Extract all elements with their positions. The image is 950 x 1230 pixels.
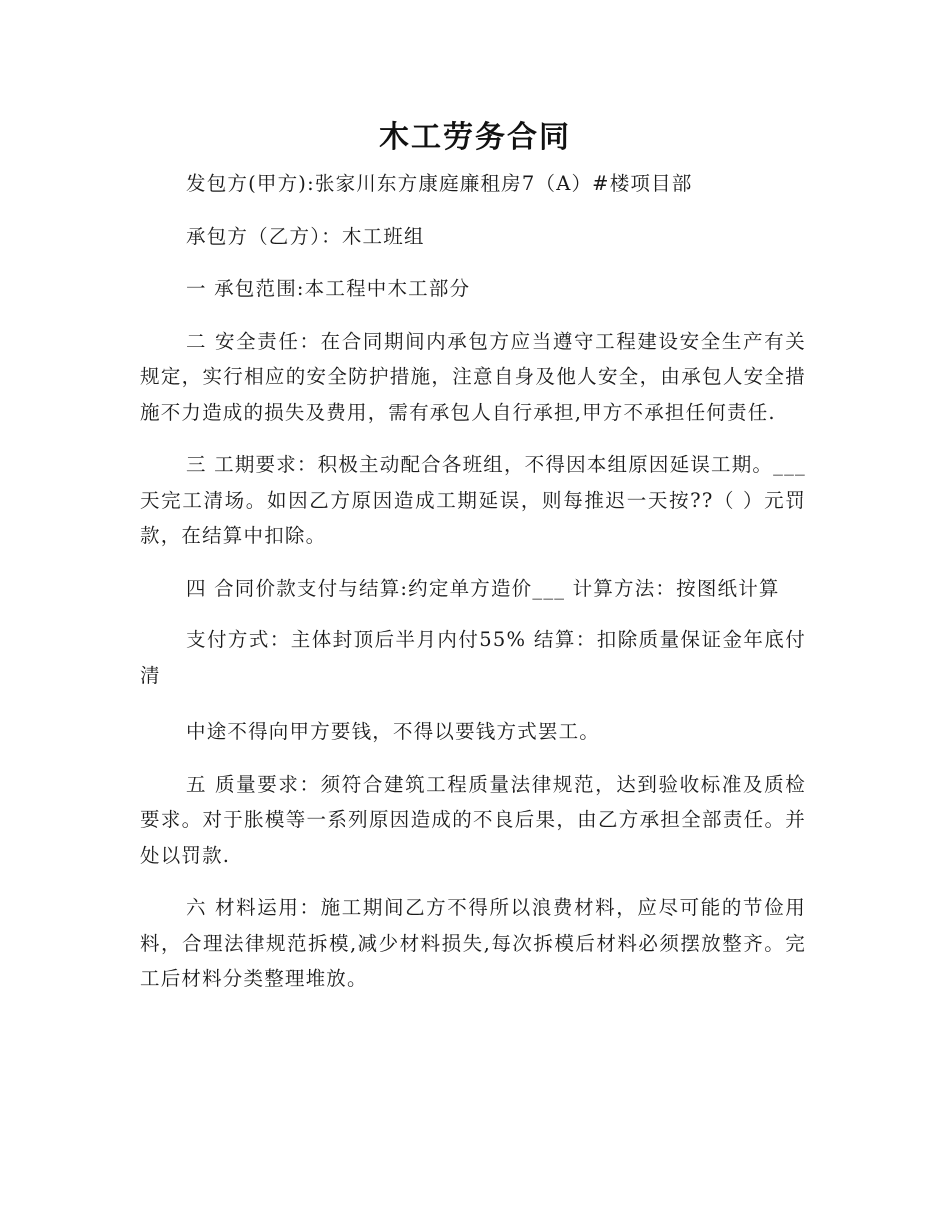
document-body	[140, 166, 806, 1014]
clause-scope: 一 承包范围:本工程中木工部分	[186, 277, 471, 300]
clause-schedule: 三 工期要求：积极主动配合各班组，不得因本组原因延误工期。___天完工清场。如因乙方原因造成工期延误，则每推迟一天按??（ ）元罚款，在结算中扣除。	[140, 453, 806, 547]
party-b-line: 承包方（乙方）：木工班组	[186, 224, 425, 248]
clause-safety: 二 安全责任：在合同期间内承包方应当遵守工程建设安全生产有关规定，实行相应的安全防护措施，注意自身及他人安全，由承包人安全措施不力造成的损失及费用，需有承包人自行承担,甲方不承担任何责任.	[140, 329, 806, 424]
document-title: 木工劳务合同	[379, 120, 571, 155]
party-a-line: 发包方(甲方):张家川东方康庭廉租房7（A）#楼项目部	[186, 172, 693, 195]
clause-payment: 四 合同价款支付与结算:约定单方造价___ 计算方法：按图纸计算	[186, 576, 780, 600]
clause-materials: 六 材料运用：施工期间乙方不得所以浪费材料，应尽可能的节俭用料，合理法律规范拆模,减少材料损失,每次拆模后材料必须摆放整齐。完工后材料分类整理堆放。	[140, 896, 806, 990]
payment-method-line: 支付方式：主体封顶后半月内付55% 结算：扣除质量保证金年底付清	[140, 628, 806, 687]
no-strike-line: 中途不得向甲方要钱，不得以要钱方式罢工。	[186, 720, 601, 743]
clause-quality: 五 质量要求：须符合建筑工程质量法律规范，达到验收标准及质检要求。对于胀模等一系列原因造成的不良后果，由乙方承担全部责任。并处以罚款.	[140, 772, 806, 867]
